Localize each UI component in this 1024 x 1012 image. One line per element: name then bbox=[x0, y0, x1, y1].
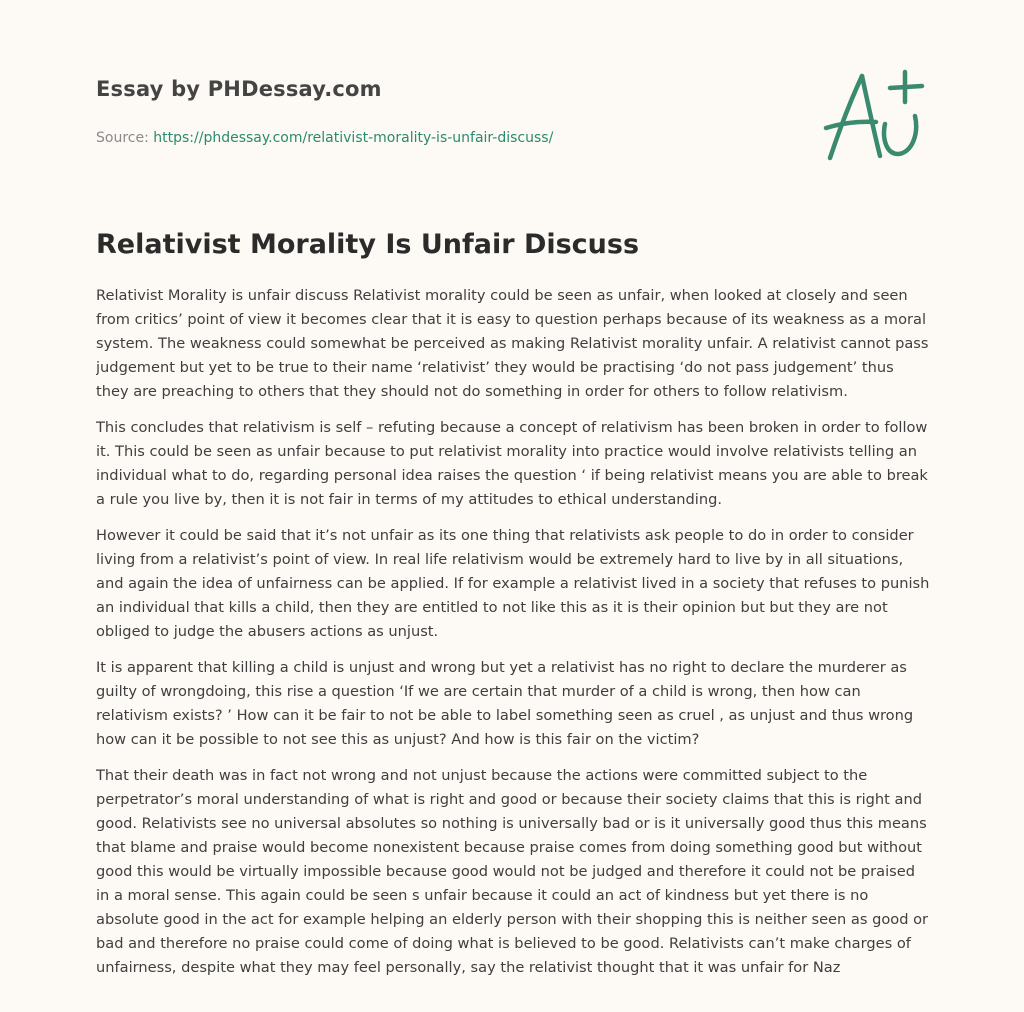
essay-paragraph: That their death was in fact not wrong and not unjust because the actions were committed subject to the perpetrator’s moral understanding of what is right and good or because their society claims that this is right and good. Relativists see no universal absolutes so nothing is universally bad or is it universally good thus this means that blame and praise would become nonexistent because praise comes from doing something good but without good this would be virtually impossible because good would not be judged and therefore it could not be praised in a moral sense. This again could be seen s unfair because it could an act of kindness but yet there is no absolute good in the act for example helping an elderly person with their shopping this is neither seen as good or bad and therefore no praise could come of doing what is believed to be good. Relativists can’t make charges of unfairness, despite what they may feel personally, say the relativist thought that it was unfair for Naz bbox=[96, 767, 929, 976]
page-header bbox=[96, 74, 796, 148]
essay-paragraph: It is apparent that killing a child is unjust and wrong but yet a relativist has no right to declare the murderer as guilty of wrongdoing, this rise a question ‘If we are certain that murder of a child is wrong, then how can relativism exists? ’ How can it be fair to not be able to label something seen as cruel , as unjust and thus wrong how can it be possible to not see this as unjust? And how is this fair on the victim? bbox=[96, 659, 914, 748]
essay-paragraph: This concludes that relativism is self – refuting because a concept of relativism has been broken in order to follow it. This could be seen as unfair because to put relativist morality into practice would involve relativists telling an individual what to do, regarding personal idea raises the question ‘ if being relativist means you are able to break a rule you live by, then it is not fair in terms of my attitudes to ethical understanding. bbox=[96, 419, 928, 508]
source-line bbox=[96, 128, 796, 148]
essay-paragraph: However it could be said that it’s not unfair as its one thing that relativists ask people to do in order to consider living from a relativist’s point of view. In real life relativism would be extremely hard to live by in all situations, and again the idea of unfairness can be applied. If for example a relativist lived in a society that refuses to punish an individual that kills a child, then they are entitled to not like this as it is their opinion but but they are not obliged to judge the abusers actions as unjust. bbox=[96, 527, 930, 640]
source-label: Source: bbox=[96, 130, 149, 146]
essay-paragraph: Relativist Morality is unfair discuss Relativist morality could be seen as unfair, when looked at closely and seen from critics’ point of view it becomes clear that it is easy to question perhaps because of its weakness as a moral system. The weakness could somewhat be perceived as making Relativist morality unfair. A relativist cannot pass judgement but yet to be true to their name ‘relativist’ they would be practising ‘do not pass judgement’ thus they are preaching to others that they should not do something in order for others to follow relativism. bbox=[96, 287, 929, 400]
source-link[interactable]: https://phdessay.com/relativist-morality-is-unfair-discuss/ bbox=[153, 130, 554, 146]
site-brand: Essay by PHDessay.com bbox=[96, 77, 382, 101]
essay-body bbox=[96, 284, 930, 1000]
essay-title: Relativist Morality Is Unfair Discuss bbox=[96, 229, 640, 260]
a-plus-logo-icon bbox=[820, 68, 930, 164]
